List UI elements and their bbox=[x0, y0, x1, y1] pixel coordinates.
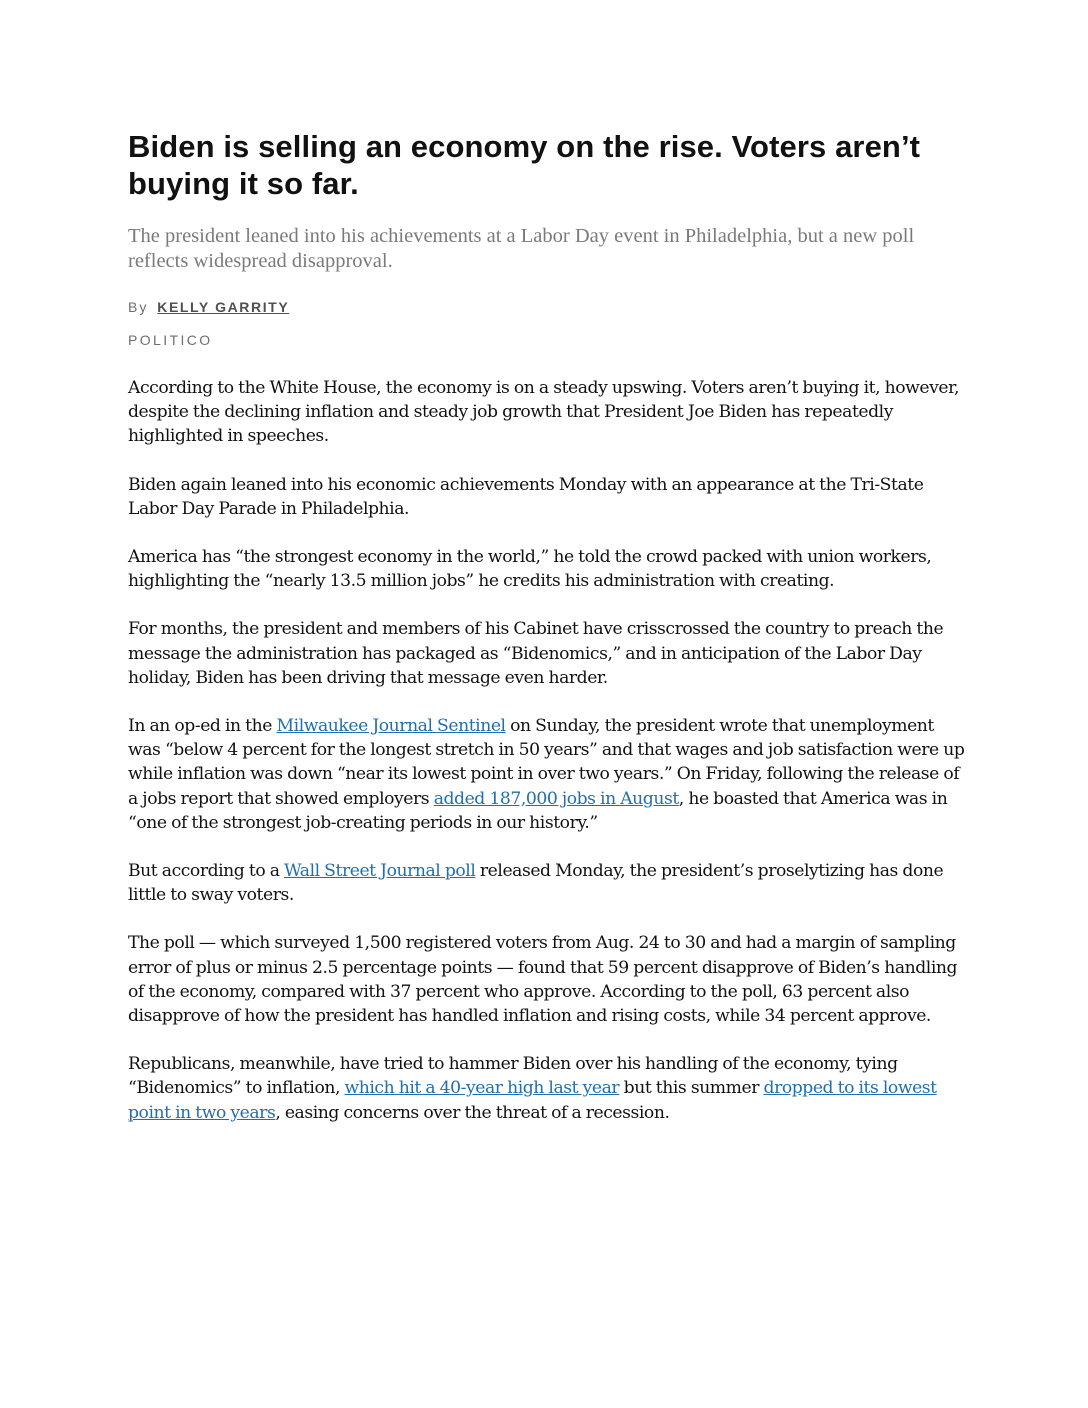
article-page bbox=[128, 128, 968, 1149]
paragraph-text: But according to a bbox=[128, 861, 285, 882]
wsj-poll-link[interactable]: Wall Street Journal poll bbox=[284, 861, 476, 882]
paragraph-text: on Sunday, the president wrote that unemployment was “below 4 percent for the longest stretch in 50 years” and that wages and job satisfaction were up while inflation was down “near its lowest point in over two years.” On Friday, following the release of a jobs report that showed employers bbox=[128, 716, 965, 809]
paragraph-2: Biden again leaned into his economic achievements Monday with an appearance at the Tri-State Labor Day Parade in Philadelphia. bbox=[128, 474, 924, 519]
byline bbox=[128, 297, 968, 317]
inflation-lowest-link[interactable]: dropped to its lowest point in two years bbox=[128, 1078, 937, 1123]
article-headline: Biden is selling an economy on the rise. Voters aren’t buying it so far. bbox=[128, 129, 921, 201]
paragraph-7: The poll — which surveyed 1,500 registered voters from Aug. 24 to 30 and had a margin of sampling error of plus or minus 2.5 percentage points — found that 59 percent disapprove of Biden’s handling of the economy, compared with 37 percent who approve. According to the poll, 63 percent also disapprove of how the president has handled inflation and rising costs, while 34 percent approve. bbox=[128, 933, 958, 1027]
paragraph-text: , easing concerns over the threat of a recession. bbox=[275, 1102, 670, 1123]
article-dek: The president leaned into his achievements at a Labor Day event in Philadelphia, but a new poll reflects widespread disapproval. bbox=[128, 225, 915, 272]
paragraph-1: According to the White House, the economy is on a steady upswing. Voters aren’t buying it, however, despite the declining inflation and steady job growth that President Joe Biden has repeatedly highlighted in speeches. bbox=[128, 378, 959, 447]
paragraph-text: released Monday, the president’s proselytizing has done little to sway voters. bbox=[128, 861, 944, 906]
source-label: POLITICO bbox=[128, 332, 213, 348]
inflation-high-link[interactable]: which hit a 40-year high last year bbox=[344, 1078, 620, 1099]
article-body bbox=[128, 376, 968, 1125]
paragraph-8 bbox=[128, 1052, 968, 1125]
paragraph-5 bbox=[128, 714, 968, 835]
milwaukee-journal-sentinel-link[interactable]: Milwaukee Journal Sentinel bbox=[276, 716, 506, 737]
paragraph-text: but this summer bbox=[619, 1078, 764, 1099]
paragraph-text: In an op-ed in the bbox=[128, 716, 277, 737]
byline-prefix: By bbox=[128, 299, 149, 315]
author-link[interactable]: KELLY GARRITY bbox=[157, 299, 290, 315]
paragraph-6 bbox=[128, 859, 968, 907]
paragraph-4: For months, the president and members of his Cabinet have crisscrossed the country to preach the message the administration has packaged as “Bidenomics,” and in anticipation of the Labor Day holiday, Biden has been driving that message even harder. bbox=[128, 619, 944, 688]
paragraph-text: Republicans, meanwhile, have tried to hammer Biden over his handling of the economy, tying “Bidenomics” to inflation, bbox=[128, 1054, 898, 1099]
paragraph-text: , he boasted that America was in “one of the strongest job-creating periods in our history.” bbox=[128, 788, 948, 833]
jobs-report-link[interactable]: added 187,000 jobs in August bbox=[433, 788, 679, 809]
paragraph-3: America has “the strongest economy in the world,” he told the crowd packed with union workers, highlighting the “nearly 13.5 million jobs” he credits his administration with creating. bbox=[128, 547, 932, 592]
